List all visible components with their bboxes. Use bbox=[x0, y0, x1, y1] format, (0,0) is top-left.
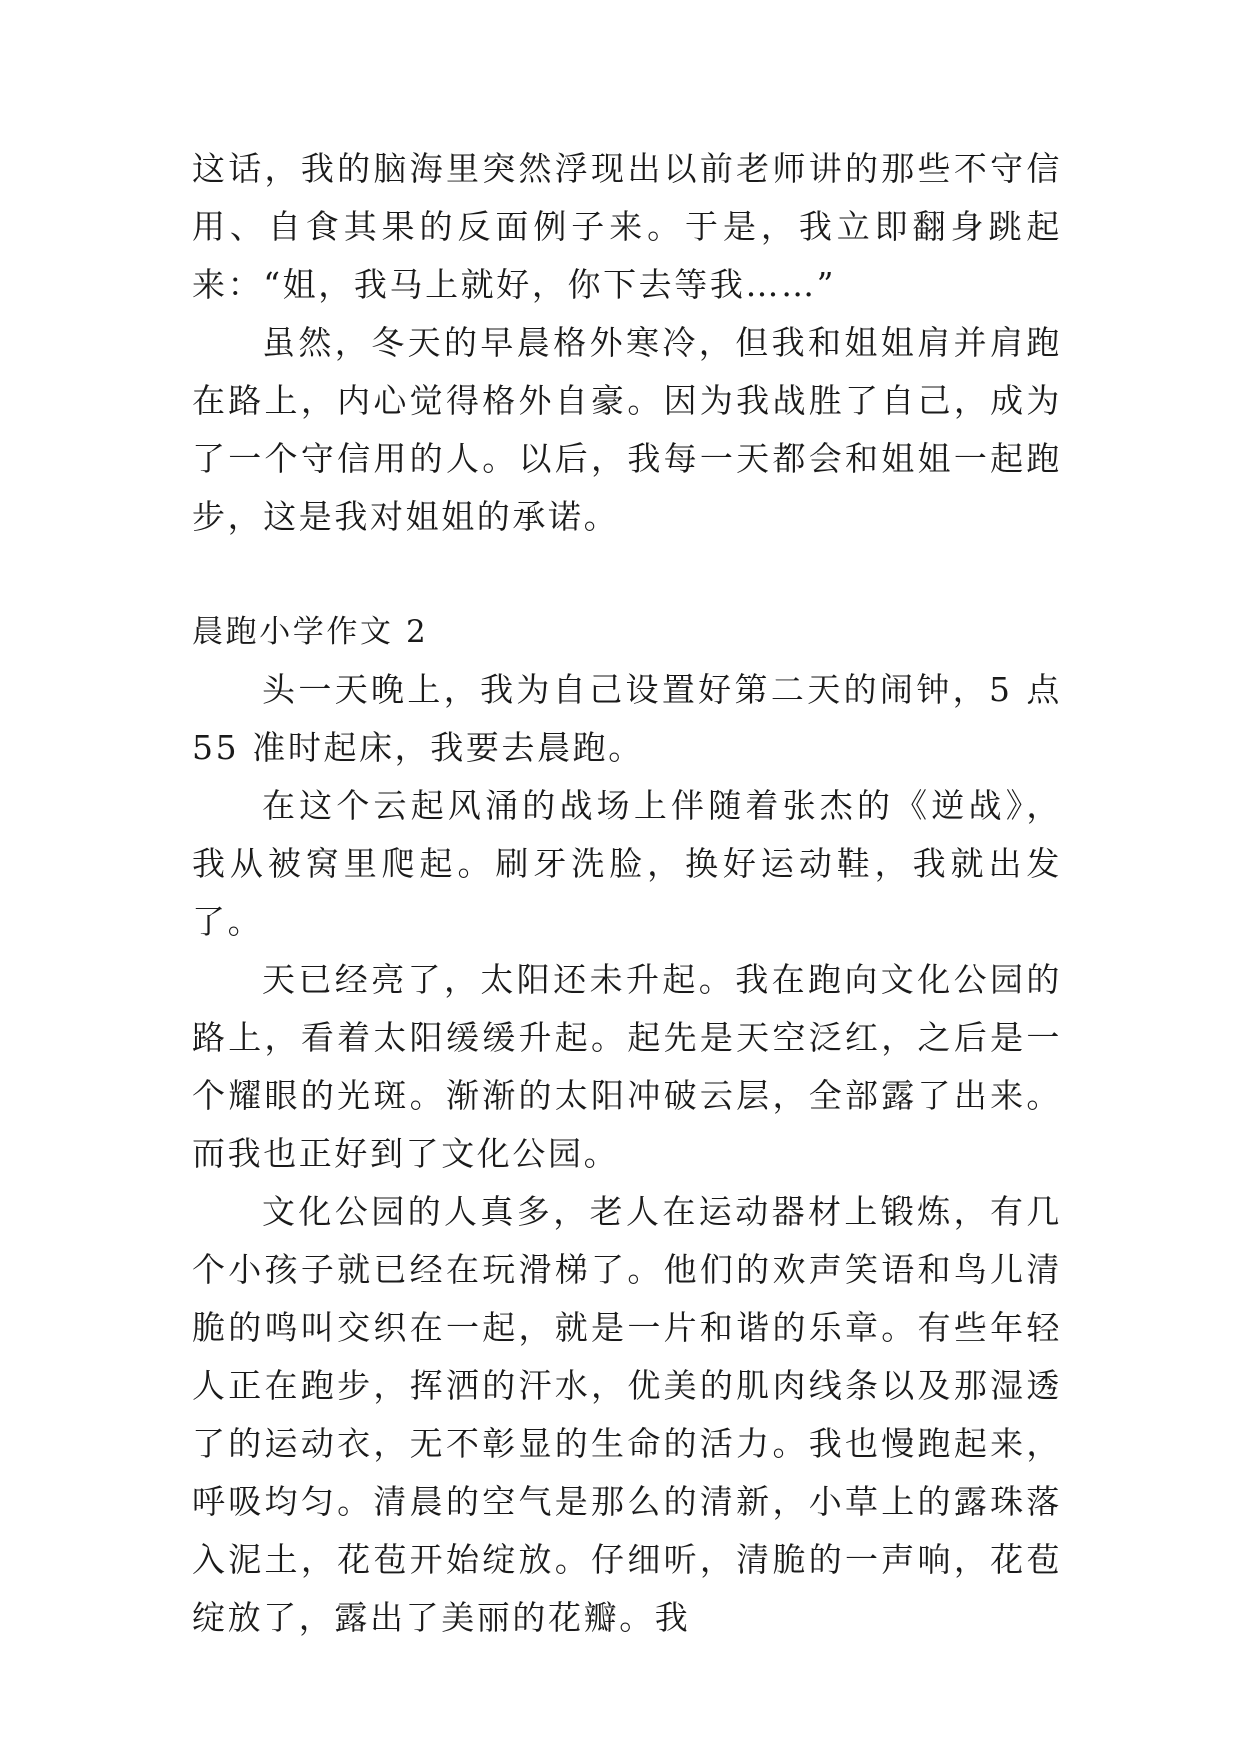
paragraph-promise: 虽然，冬天的早晨格外寒冷，但我和姐姐肩并肩跑在路上，内心觉得格外自豪。因为我战胜了自己，成为了一个守信用的人。以后，我每一天都会和姐姐一起跑步，这是我对姐姐的承诺。 bbox=[192, 323, 1062, 536]
paragraph-wake-up: 在这个云起风涌的战场上伴随着张杰的《逆战》，我从被窝里爬起。刷牙洗脸，换好运动鞋，我就出发了。 bbox=[192, 786, 1062, 941]
document-body bbox=[192, 140, 1062, 1647]
paragraph-alarm: 头一天晚上，我为自己设置好第二天的闹钟，5 点 55 准时起床，我要去晨跑。 bbox=[192, 670, 1062, 767]
section-title: 晨跑小学作文 2 bbox=[192, 614, 429, 650]
paragraph-park: 文化公园的人真多，老人在运动器材上锻炼，有几个小孩子就已经在玩滑梯了。他们的欢声笑语和鸟儿清脆的鸣叫交织在一起，就是一片和谐的乐章。有些年轻人正在跑步，挥洒的汗水，优美的肌肉线条以及那湿透了的运动衣，无不彰显的生命的活力。我也慢跑起来，呼吸均匀。清晨的空气是那么的清新，小草上的露珠落入泥土，花苞开始绽放。仔细听，清脆的一声响，花苞绽放了，露出了美丽的花瓣。我 bbox=[192, 1192, 1062, 1637]
paragraph-continuation: 这话，我的脑海里突然浮现出以前老师讲的那些不守信用、自食其果的反面例子来。于是，我立即翻身跳起来：“姐，我马上就好，你下去等我……” bbox=[192, 149, 1062, 304]
paragraph-sunrise: 天已经亮了，太阳还未升起。我在跑向文化公园的路上，看着太阳缓缓升起。起先是天空泛红，之后是一个耀眼的光斑。渐渐的太阳冲破云层，全部露了出来。而我也正好到了文化公园。 bbox=[192, 960, 1062, 1173]
